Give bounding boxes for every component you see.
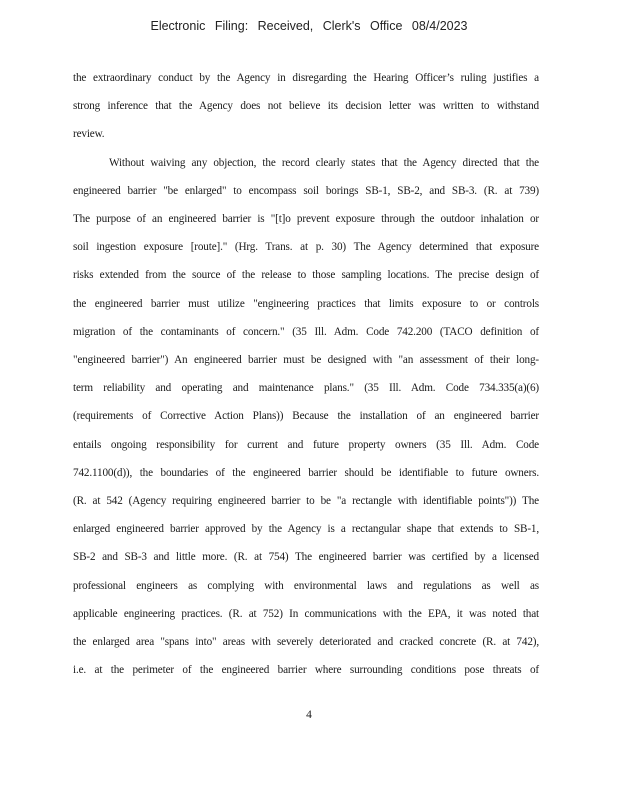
text-line: i.e. at the perimeter of the engineered barrier where surrounding conditions pose threats of — [73, 664, 539, 677]
text-line: review. — [73, 128, 105, 141]
text-line: the enlarged area "spans into" areas with severely deteriorated and cracked concrete (R. at 742), — [73, 636, 539, 648]
text-line: professional engineers as complying with environmental laws and regulations as well as — [73, 579, 539, 592]
text-line: SB-2 and SB-3 and little more. (R. at 754) The engineered barrier was certified by a licensed — [73, 551, 539, 564]
text-line: risks extended from the source of the release to those sampling locations. The precise design of — [73, 269, 539, 282]
text-line: entails ongoing responsibility for current and future property owners (35 Ill. Adm. Code — [73, 438, 539, 451]
text-line: Without waiving any objection, the record clearly states that the Agency directed that the — [109, 156, 539, 169]
page-number: 4 — [306, 709, 312, 721]
text-line: engineered barrier "be enlarged" to encompass soil borings SB-1, SB-2, and SB-3. (R. at 739) — [73, 184, 539, 197]
text-line: The purpose of an engineered barrier is "[t]o prevent exposure through the outdoor inhalation or — [73, 213, 539, 225]
text-line: (R. at 542 (Agency requiring engineered barrier to be "a rectangle with identifiable points")) The — [73, 495, 539, 507]
text-line: (requirements of Corrective Action Plans)) Because the installation of an engineered barrier — [73, 410, 539, 423]
text-line: the extraordinary conduct by the Agency in disregarding the Hearing Officer’s ruling justifies a — [73, 72, 539, 84]
text-line: applicable engineering practices. (R. at 752) In communications with the EPA, it was noted that — [73, 607, 539, 620]
text-line: 742.1100(d)), the boundaries of the engineered barrier should be identifiable to future owners. — [73, 466, 539, 479]
text-line: term reliability and operating and maintenance plans." (35 Ill. Adm. Code 734.335(a)(6) — [73, 382, 539, 395]
text-line: the engineered barrier must utilize "engineering practices that limits exposure to or controls — [73, 297, 539, 310]
text-line: enlarged engineered barrier approved by the Agency is a rectangular shape that extends to SB-1, — [73, 523, 539, 536]
text-line: strong inference that the Agency does not believe its decision letter was written to withstand — [73, 100, 539, 113]
text-line: migration of the contaminants of concern." (35 Ill. Adm. Code 742.200 (TACO definition of — [73, 325, 539, 338]
text-line: "engineered barrier") An engineered barrier must be designed with "an assessment of their long- — [73, 354, 539, 366]
efiling-header: Electronic Filing: Received, Clerk's Office 08/4/2023 — [150, 19, 468, 33]
text-line: soil ingestion exposure [route]." (Hrg. Trans. at p. 30) The Agency determined that exposure — [73, 241, 539, 254]
